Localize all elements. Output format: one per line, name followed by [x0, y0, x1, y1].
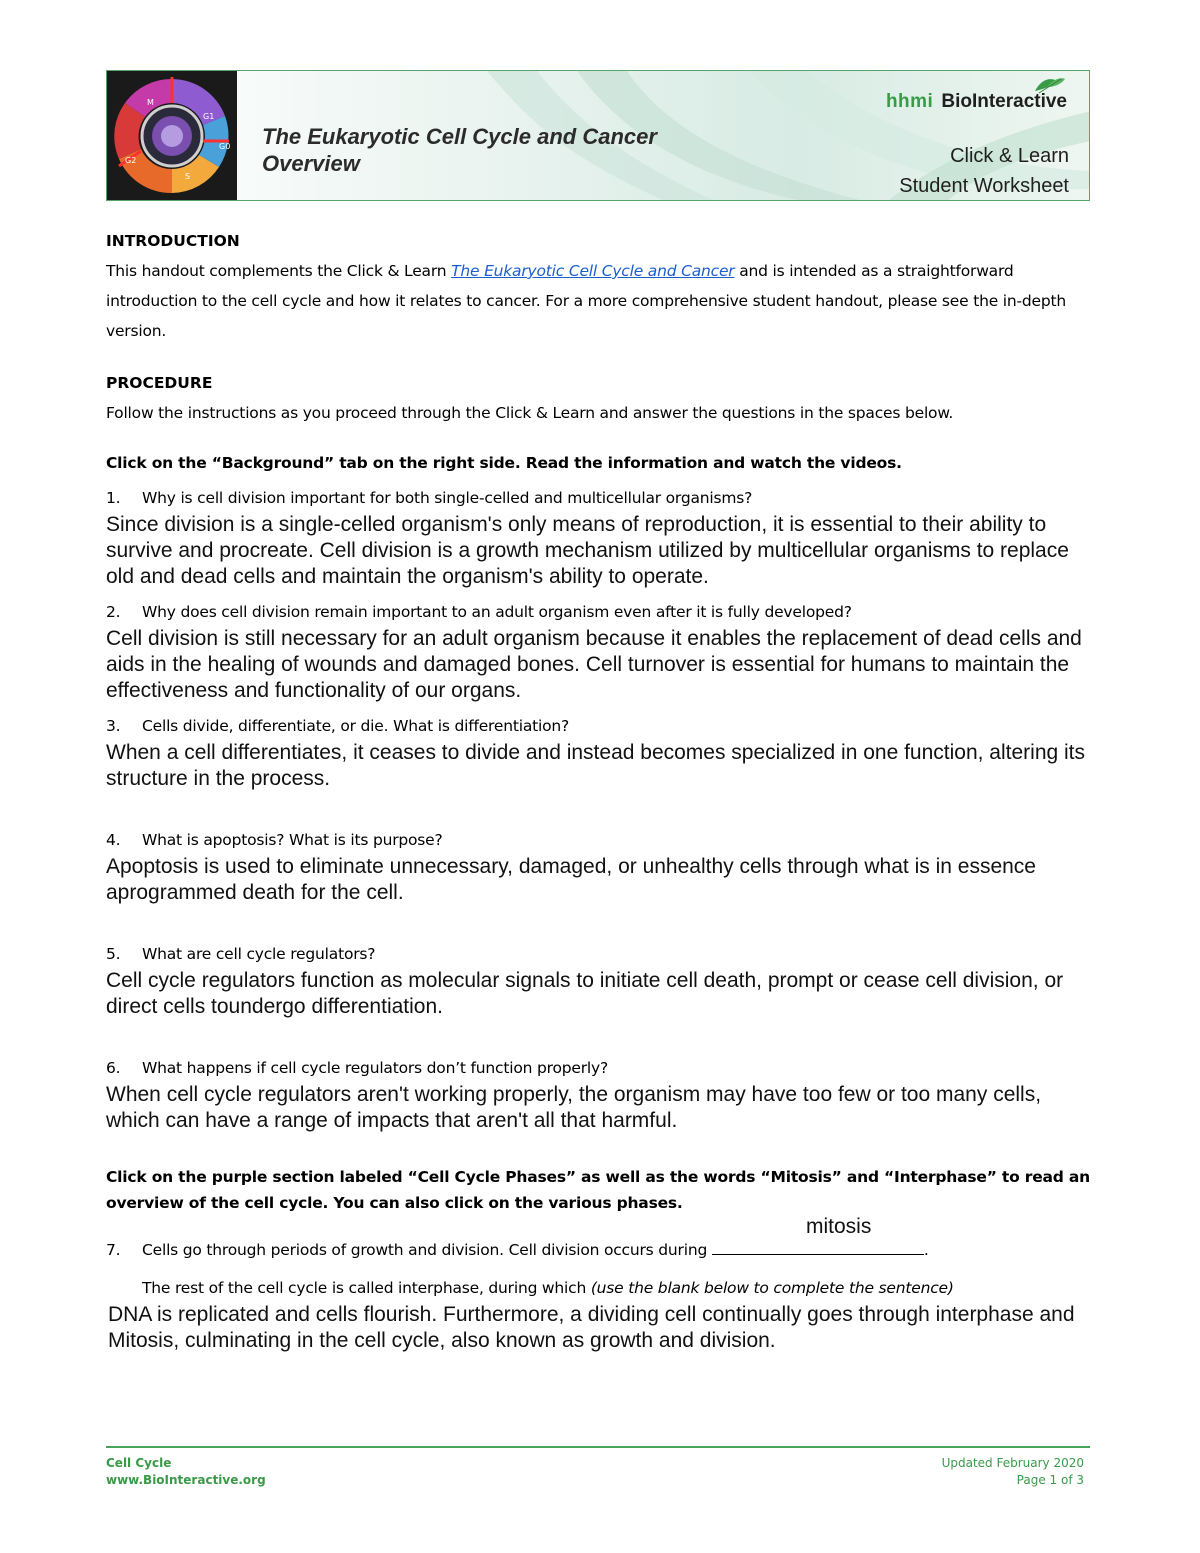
- procedure-text: Follow the instructions as you proceed through the Click & Learn and answer the questions in the spaces below.: [106, 404, 954, 422]
- question-6: [106, 1054, 1096, 1082]
- introduction-heading: INTRODUCTION: [106, 232, 240, 250]
- question-text: Cells go through periods of growth and division. Cell division occurs during: [142, 1241, 712, 1259]
- worksheet-title: [262, 123, 657, 177]
- question-number: 7.: [106, 1241, 121, 1259]
- sub-line-2: Student Worksheet: [899, 175, 1069, 197]
- title-line-1: The Eukaryotic Cell Cycle and Cancer: [262, 124, 657, 149]
- question-text: What are cell cycle regulators?: [142, 945, 376, 963]
- question-4: [106, 826, 1096, 854]
- answer-1[interactable]: Since division is a single-celled organism's only means of reproduction, it is essential to their ability to survive and procreate. Cell division is a growth mechanism utilized by multicellular organisms to replace old and dead cells and maintain the organism's ability to operate.: [106, 513, 1069, 588]
- answer-2[interactable]: Cell division is still necessary for an adult organism because it enables the replacement of dead cells and aids in the healing of wounds and damaged bones. Cell turnover is essential for humans to maintain the effectiveness and functionality of our organs.: [106, 627, 1082, 702]
- click-learn-link[interactable]: The Eukaryotic Cell Cycle and Cancer: [451, 262, 735, 280]
- question-number: 1.: [106, 489, 121, 507]
- worksheet-body: [106, 226, 1096, 1354]
- logo-label-g1: G1: [203, 112, 215, 121]
- question-text: Cells divide, differentiate, or die. What is differentiation?: [142, 717, 570, 735]
- header-banner: [106, 70, 1090, 201]
- question-number: 3.: [106, 717, 121, 735]
- question-text: What happens if cell cycle regulators don’t function properly?: [142, 1059, 608, 1077]
- answer-5[interactable]: Cell cycle regulators function as molecular signals to initiate cell death, prompt or cease cell division, or direct cells toundergo differentiation.: [106, 969, 1064, 1018]
- introduction-text: [106, 256, 1096, 346]
- cell-cycle-phases-instruction: Click on the purple section labeled “Cell Cycle Phases” as well as the words “Mitosis” and “Interphase” to read an overview of the cell cycle. You can also click on the various phases.: [106, 1168, 1090, 1212]
- logo-label-g0: G0: [219, 142, 231, 151]
- question-text: Why is cell division important for both single-celled and multicellular organisms?: [142, 489, 753, 507]
- hhmi-biointeractive-logo: [886, 91, 1067, 113]
- cell-cycle-wheel-icon: [107, 71, 237, 201]
- question-number: 6.: [106, 1059, 121, 1077]
- answer-7-blank-value[interactable]: mitosis: [806, 1215, 872, 1238]
- question-number: 4.: [106, 831, 121, 849]
- answer-3[interactable]: When a cell differentiates, it ceases to divide and instead becomes specialized in one function, altering its structure in the process.: [106, 741, 1086, 790]
- question-5: [106, 940, 1096, 968]
- footer-updated-date: Updated February 2020: [941, 1456, 1084, 1470]
- question-text: What is apoptosis? What is its purpose?: [142, 831, 443, 849]
- question-text-end: .: [923, 1241, 929, 1259]
- question-3: [106, 712, 1096, 740]
- answer-6[interactable]: When cell cycle regulators aren't working properly, the organism may have too few or too many cells, which can have a range of impacts that aren't all that harmful.: [106, 1083, 1042, 1132]
- footer-left: [106, 1455, 266, 1489]
- cell-cycle-logo: [107, 71, 237, 201]
- logo-label-m: M: [147, 98, 154, 107]
- question-2: [106, 598, 1096, 626]
- answer-7-interphase[interactable]: DNA is replicated and cells flourish. Furthermore, a dividing cell continually goes through interphase and Mitosis, culminating in the cell cycle, also known as growth and division.: [108, 1303, 1075, 1352]
- footer-right: [942, 1455, 1084, 1489]
- logo-label-s: S: [185, 172, 191, 181]
- question-number: 5.: [106, 945, 121, 963]
- answer-4[interactable]: Apoptosis is used to eliminate unnecessary, damaged, or unhealthy cells through what is in essence aprogrammed death for the cell.: [106, 855, 1036, 904]
- sub-line-1: Click & Learn: [950, 145, 1069, 167]
- footer-website-link[interactable]: www.BioInteractive.org: [106, 1473, 266, 1487]
- question-text: Why does cell division remain important to an adult organism even after it is fully developed?: [142, 603, 852, 621]
- logo-label-g2: G2: [125, 156, 137, 165]
- title-line-2: Overview: [262, 151, 360, 176]
- intro-text-start: This handout complements the Click & Learn: [106, 262, 452, 280]
- question-1: [106, 484, 1096, 512]
- interphase-prompt: [106, 1274, 1096, 1302]
- answer-7-blank-line: [712, 1238, 924, 1255]
- brand-biointeractive: BioInteractive: [941, 91, 1067, 112]
- interphase-prompt-hint: (use the blank below to complete the sentence): [590, 1279, 954, 1297]
- question-7: [106, 1216, 1096, 1260]
- footer-divider: [106, 1446, 1090, 1448]
- footer-page-number: Page 1 of 3: [1016, 1473, 1084, 1487]
- footer-topic: Cell Cycle: [106, 1456, 172, 1470]
- background-instruction: Click on the “Background” tab on the right side. Read the information and watch the videos.: [106, 454, 902, 472]
- interphase-prompt-text: The rest of the cell cycle is called interphase, during which: [142, 1279, 591, 1297]
- question-number: 2.: [106, 603, 121, 621]
- brand-hhmi: hhmi: [885, 91, 934, 112]
- procedure-heading: PROCEDURE: [106, 374, 213, 392]
- intro-text-end: and is intended as a straightforward introduction to the cell cycle and how it relates to cancer. For a more comprehensive student handout, please see the in-depth version.: [106, 262, 1067, 340]
- worksheet-type: [899, 141, 1069, 201]
